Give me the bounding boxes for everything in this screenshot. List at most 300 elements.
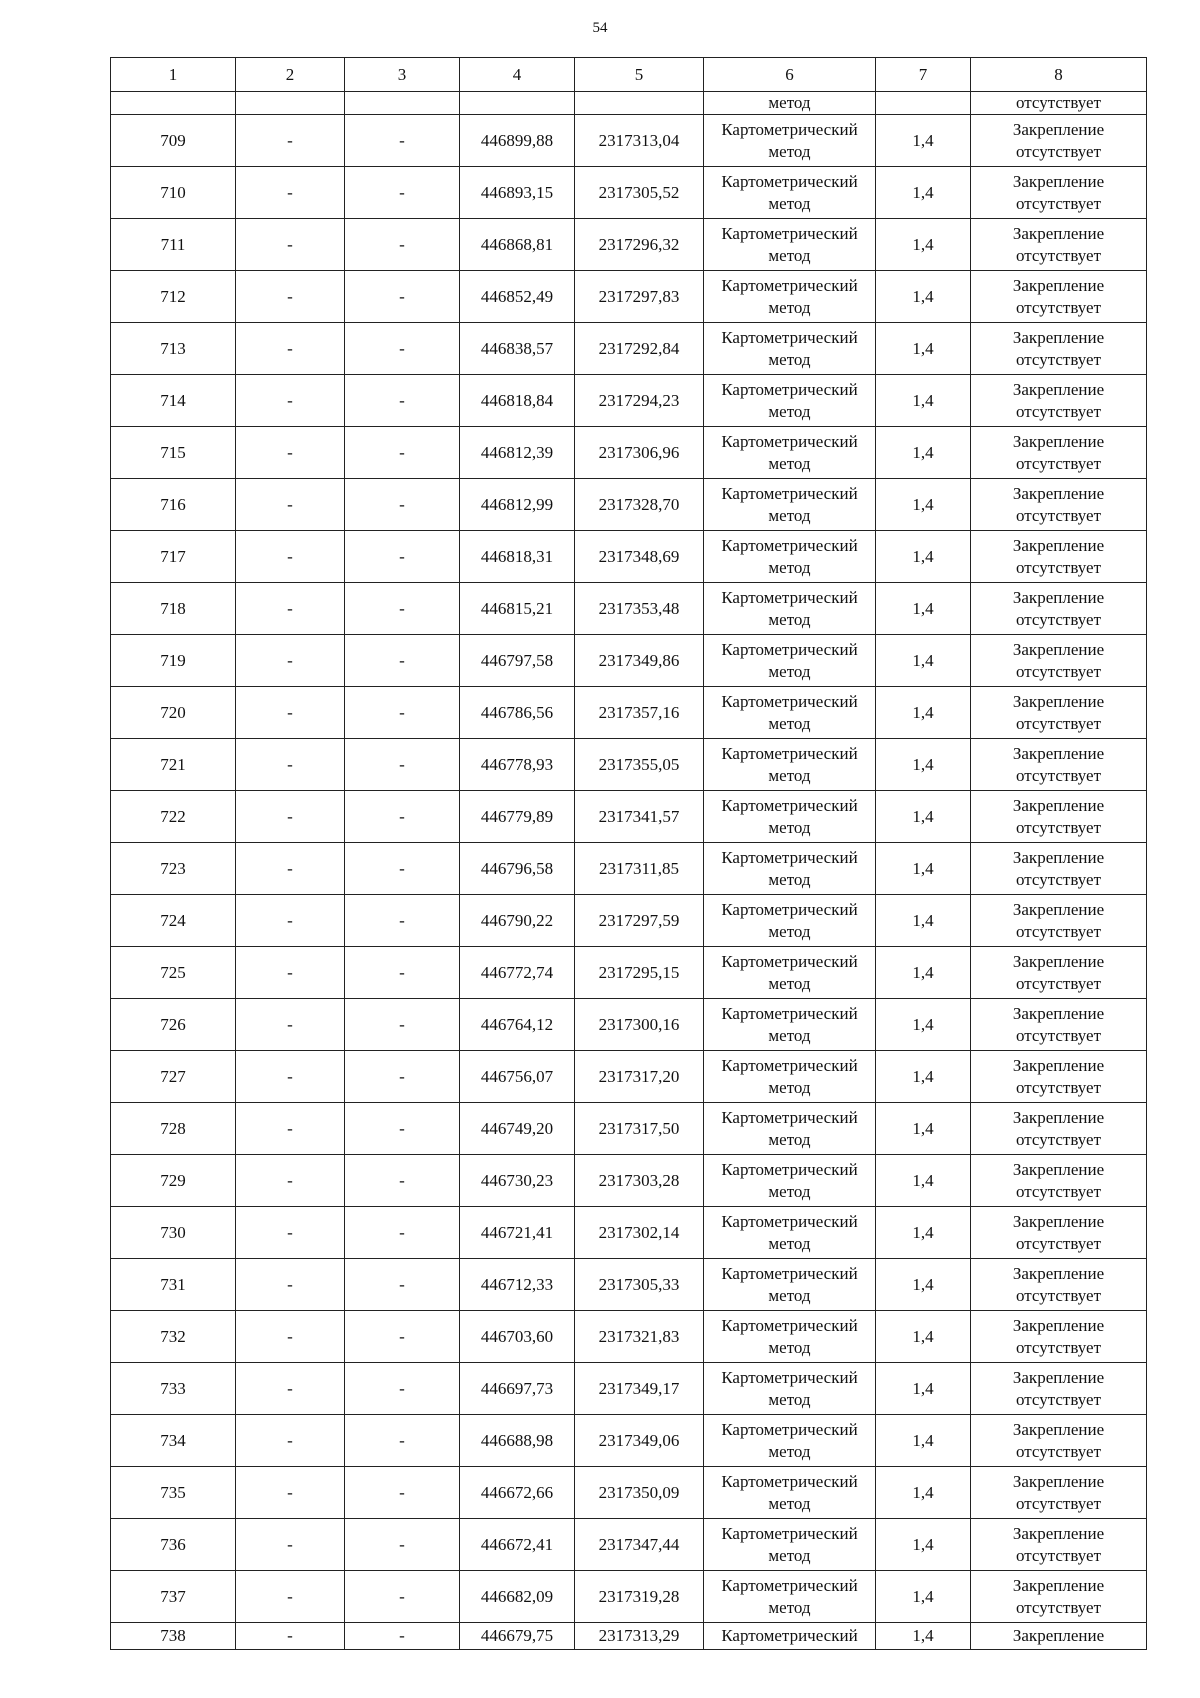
column-header: 4: [460, 58, 575, 92]
coord-x: 446697,73: [460, 1363, 575, 1415]
fix-line: отсутствует: [1015, 1337, 1102, 1357]
cell-3: -: [345, 583, 460, 635]
cell-2: -: [236, 1207, 345, 1259]
cell-2: -: [236, 1051, 345, 1103]
method-line: метод: [768, 297, 811, 317]
point-number: 729: [111, 1155, 236, 1207]
table-row: [111, 999, 1147, 1051]
method-line: метод: [768, 401, 811, 421]
fix-line: отсутствует: [1015, 557, 1102, 577]
fix-line: Закрепление: [1012, 379, 1105, 399]
method-line: метод: [768, 973, 811, 993]
cell-2: -: [236, 1103, 345, 1155]
coordinates-table: [110, 57, 1147, 1650]
fix-cell: Закрепление: [971, 1623, 1147, 1650]
accuracy-cell: 1,4: [876, 271, 971, 323]
point-number: 709: [111, 115, 236, 167]
coord-y: 2317305,52: [575, 167, 704, 219]
method-cell: [704, 531, 876, 583]
fix-cell: [971, 1363, 1147, 1415]
continuation-row: [111, 92, 1147, 115]
accuracy-cell: 1,4: [876, 791, 971, 843]
fix-line: отсутствует: [1015, 193, 1102, 213]
coord-x: 446730,23: [460, 1155, 575, 1207]
coord-x: 446672,41: [460, 1519, 575, 1571]
fix-line: отсутствует: [1015, 609, 1102, 629]
method-cell: [704, 1519, 876, 1571]
fix-line: Закрепление: [1012, 1263, 1105, 1283]
fix-line: отсутствует: [1015, 973, 1102, 993]
column-header: 5: [575, 58, 704, 92]
cell-2: -: [236, 739, 345, 791]
fix-cell: [971, 895, 1147, 947]
method-line: метод: [768, 1129, 811, 1149]
cell-3: -: [345, 791, 460, 843]
coord-y: 2317321,83: [575, 1311, 704, 1363]
cell-3: -: [345, 219, 460, 271]
accuracy-cell: 1,4: [876, 1623, 971, 1650]
fix-cell: [971, 1311, 1147, 1363]
fix-line: Закрепление: [1012, 691, 1105, 711]
coord-y: 2317313,29: [575, 1623, 704, 1650]
fix-line: отсутствует: [1015, 245, 1102, 265]
method-cell: [704, 271, 876, 323]
cell-3: -: [345, 271, 460, 323]
coord-y: 2317347,44: [575, 1519, 704, 1571]
fix-line: Закрепление: [1012, 431, 1105, 451]
cell-2: -: [236, 1519, 345, 1571]
accuracy-cell: 1,4: [876, 479, 971, 531]
coord-y: 2317313,04: [575, 115, 704, 167]
method-cell: [704, 999, 876, 1051]
method-cell: [704, 635, 876, 687]
coord-x: 446778,93: [460, 739, 575, 791]
cell-3: -: [345, 1467, 460, 1519]
accuracy-cell: 1,4: [876, 531, 971, 583]
table-row: [111, 687, 1147, 739]
coord-x: 446721,41: [460, 1207, 575, 1259]
coord-y: 2317295,15: [575, 947, 704, 999]
coord-y: 2317296,32: [575, 219, 704, 271]
accuracy-cell: 1,4: [876, 1051, 971, 1103]
cell-2: -: [236, 947, 345, 999]
method-line: метод: [768, 1545, 811, 1565]
method-line: Картометрический: [721, 639, 858, 659]
table-row: [111, 1415, 1147, 1467]
cell-2: -: [236, 1623, 345, 1650]
cell-3: -: [345, 1259, 460, 1311]
coord-x: 446756,07: [460, 1051, 575, 1103]
accuracy-cell: 1,4: [876, 635, 971, 687]
cell-3: -: [345, 1155, 460, 1207]
point-number: 732: [111, 1311, 236, 1363]
point-number: 737: [111, 1571, 236, 1623]
fix-cell: [971, 1571, 1147, 1623]
point-number: 717: [111, 531, 236, 583]
coord-x: 446679,75: [460, 1623, 575, 1650]
fix-line: отсутствует: [1015, 1181, 1102, 1201]
method-cell: [704, 375, 876, 427]
point-number: 721: [111, 739, 236, 791]
fix-cell: отсутствует: [971, 92, 1147, 115]
fix-cell: [971, 1467, 1147, 1519]
cell-3: -: [345, 843, 460, 895]
cell-2: -: [236, 1259, 345, 1311]
cell-3: -: [345, 1623, 460, 1650]
cell-2: -: [236, 115, 345, 167]
accuracy-cell: 1,4: [876, 427, 971, 479]
fix-cell: [971, 1415, 1147, 1467]
cell-3: -: [345, 375, 460, 427]
method-line: Картометрический: [721, 1419, 858, 1439]
coord-y: 2317355,05: [575, 739, 704, 791]
method-cell: [704, 947, 876, 999]
coord-x: 446688,98: [460, 1415, 575, 1467]
cell-3: -: [345, 1519, 460, 1571]
coord-x: 446812,99: [460, 479, 575, 531]
point-number: 735: [111, 1467, 236, 1519]
coord-x: 446703,60: [460, 1311, 575, 1363]
point-number: 715: [111, 427, 236, 479]
accuracy-cell: 1,4: [876, 167, 971, 219]
table-row: [111, 947, 1147, 999]
point-number: 723: [111, 843, 236, 895]
coord-y: 2317305,33: [575, 1259, 704, 1311]
fix-line: отсутствует: [1015, 401, 1102, 421]
coord-x: 446682,09: [460, 1571, 575, 1623]
fix-line: Закрепление: [1012, 1419, 1105, 1439]
table-body-last: [111, 1623, 1147, 1650]
coord-x: 446893,15: [460, 167, 575, 219]
coord-y: 2317294,23: [575, 375, 704, 427]
cell-3: -: [345, 635, 460, 687]
point-number: 730: [111, 1207, 236, 1259]
method-line: метод: [768, 713, 811, 733]
coord-y: 2317349,06: [575, 1415, 704, 1467]
table-row: [111, 1311, 1147, 1363]
table-row: [111, 323, 1147, 375]
fix-line: отсутствует: [1015, 505, 1102, 525]
accuracy-cell: 1,4: [876, 1311, 971, 1363]
column-header: 7: [876, 58, 971, 92]
table-row: [111, 115, 1147, 167]
method-line: метод: [768, 1025, 811, 1045]
cell-3: -: [345, 531, 460, 583]
method-cell: [704, 1363, 876, 1415]
cell-3: -: [345, 947, 460, 999]
column-header: 8: [971, 58, 1147, 92]
method-cell: [704, 1571, 876, 1623]
coord-y: 2317300,16: [575, 999, 704, 1051]
point-number: 716: [111, 479, 236, 531]
table-row: [111, 271, 1147, 323]
table-header: [111, 58, 1147, 92]
cell-2: -: [236, 427, 345, 479]
coord-y: 2317349,86: [575, 635, 704, 687]
accuracy-cell: 1,4: [876, 219, 971, 271]
coord-x: 446764,12: [460, 999, 575, 1051]
point-number: 731: [111, 1259, 236, 1311]
cell-3: -: [345, 1051, 460, 1103]
coord-x: 446772,74: [460, 947, 575, 999]
point-number: 722: [111, 791, 236, 843]
table-row: [111, 1623, 1147, 1650]
coord-y: 2317317,50: [575, 1103, 704, 1155]
cell-2: -: [236, 271, 345, 323]
cell-2: -: [236, 323, 345, 375]
coord-x: 446818,31: [460, 531, 575, 583]
fix-line: Закрепление: [1012, 1055, 1105, 1075]
method-line: метод: [768, 921, 811, 941]
table-row: [111, 219, 1147, 271]
method-line: Картометрический: [721, 1107, 858, 1127]
table-row: [111, 635, 1147, 687]
point-number: 726: [111, 999, 236, 1051]
accuracy-cell: 1,4: [876, 375, 971, 427]
fix-line: отсутствует: [1015, 921, 1102, 941]
accuracy-cell: 1,4: [876, 1519, 971, 1571]
coord-x: 446812,39: [460, 427, 575, 479]
fix-line: Закрепление: [1012, 1523, 1105, 1543]
point-number: 734: [111, 1415, 236, 1467]
accuracy-cell: 1,4: [876, 115, 971, 167]
fix-cell: [971, 947, 1147, 999]
cell-2: -: [236, 479, 345, 531]
cell-3: -: [345, 1571, 460, 1623]
accuracy-cell: 1,4: [876, 1571, 971, 1623]
method-line: Картометрический: [721, 1471, 858, 1491]
fix-line: Закрепление: [1012, 1315, 1105, 1335]
method-line: метод: [768, 765, 811, 785]
fix-cell: [971, 999, 1147, 1051]
coord-x: 446868,81: [460, 219, 575, 271]
cell-3: -: [345, 999, 460, 1051]
fix-cell: [971, 427, 1147, 479]
point-number: 724: [111, 895, 236, 947]
method-cell: Картометрический: [704, 1623, 876, 1650]
coord-x: 446852,49: [460, 271, 575, 323]
cell-3: -: [345, 323, 460, 375]
column-header: 2: [236, 58, 345, 92]
method-cell: [704, 219, 876, 271]
cell-3: -: [345, 1207, 460, 1259]
fix-line: Закрепление: [1012, 1107, 1105, 1127]
cell-2: -: [236, 999, 345, 1051]
cell-3: -: [345, 479, 460, 531]
fix-line: Закрепление: [1012, 639, 1105, 659]
fix-line: Закрепление: [1012, 1575, 1105, 1595]
point-number: 727: [111, 1051, 236, 1103]
method-cell: [704, 895, 876, 947]
table-row: [111, 895, 1147, 947]
fix-cell: [971, 1259, 1147, 1311]
method-line: метод: [768, 141, 811, 161]
fix-line: Закрепление: [1012, 535, 1105, 555]
method-line: метод: [768, 245, 811, 265]
cell-2: -: [236, 167, 345, 219]
coord-y: 2317350,09: [575, 1467, 704, 1519]
cell-2: -: [236, 895, 345, 947]
method-line: Картометрический: [721, 1575, 858, 1595]
method-line: Картометрический: [721, 1003, 858, 1023]
table-row: [111, 479, 1147, 531]
point-number: 714: [111, 375, 236, 427]
method-line: метод: [768, 349, 811, 369]
fix-line: отсутствует: [1015, 817, 1102, 837]
point-number: 728: [111, 1103, 236, 1155]
fix-line: отсутствует: [1015, 765, 1102, 785]
fix-line: Закрепление: [1012, 847, 1105, 867]
cell-2: -: [236, 635, 345, 687]
method-line: Картометрический: [721, 951, 858, 971]
fix-cell: [971, 843, 1147, 895]
fix-line: Закрепление: [1012, 483, 1105, 503]
method-line: Картометрический: [721, 327, 858, 347]
fix-line: отсутствует: [1015, 869, 1102, 889]
fix-line: отсутствует: [1015, 1285, 1102, 1305]
coord-y: 2317297,83: [575, 271, 704, 323]
fix-line: Закрепление: [1012, 119, 1105, 139]
column-header: 6: [704, 58, 876, 92]
fix-line: Закрепление: [1012, 1471, 1105, 1491]
fix-line: Закрепление: [1012, 171, 1105, 191]
table-row: [111, 1363, 1147, 1415]
method-line: Картометрический: [721, 847, 858, 867]
cell-2: -: [236, 687, 345, 739]
fix-cell: [971, 635, 1147, 687]
method-cell: [704, 1103, 876, 1155]
coord-x: 446672,66: [460, 1467, 575, 1519]
table-row: [111, 1207, 1147, 1259]
fix-line: отсутствует: [1015, 1077, 1102, 1097]
method-line: Картометрический: [721, 223, 858, 243]
fix-line: Закрепление: [1012, 899, 1105, 919]
table-row: [111, 1571, 1147, 1623]
method-line: метод: [768, 1233, 811, 1253]
fix-line: отсутствует: [1015, 1025, 1102, 1045]
method-line: Картометрический: [721, 1523, 858, 1543]
method-cell: [704, 583, 876, 635]
cell-3: -: [345, 115, 460, 167]
method-line: Картометрический: [721, 1263, 858, 1283]
table-row: [111, 167, 1147, 219]
method-line: Картометрический: [721, 1367, 858, 1387]
fix-cell: [971, 115, 1147, 167]
method-line: Картометрический: [721, 1159, 858, 1179]
fix-line: отсутствует: [1015, 1129, 1102, 1149]
cell-2: -: [236, 375, 345, 427]
accuracy-cell: 1,4: [876, 947, 971, 999]
fix-cell: [971, 219, 1147, 271]
coord-y: 2317302,14: [575, 1207, 704, 1259]
fix-cell: [971, 1155, 1147, 1207]
method-cell: [704, 1311, 876, 1363]
method-cell: [704, 115, 876, 167]
cell-3: -: [345, 1415, 460, 1467]
method-line: метод: [768, 453, 811, 473]
method-line: метод: [768, 661, 811, 681]
fix-cell: [971, 1519, 1147, 1571]
coord-y: 2317328,70: [575, 479, 704, 531]
table-body: [111, 92, 1147, 1623]
accuracy-cell: 1,4: [876, 1363, 971, 1415]
fix-cell: [971, 739, 1147, 791]
method-cell: [704, 479, 876, 531]
method-line: Картометрический: [721, 899, 858, 919]
fix-line: Закрепление: [1012, 223, 1105, 243]
method-cell: [704, 1415, 876, 1467]
fix-cell: [971, 271, 1147, 323]
fix-cell: [971, 1103, 1147, 1155]
method-line: метод: [768, 557, 811, 577]
cell-3: -: [345, 1311, 460, 1363]
accuracy-cell: 1,4: [876, 323, 971, 375]
coord-x: 446818,84: [460, 375, 575, 427]
accuracy-cell: 1,4: [876, 843, 971, 895]
point-number: 720: [111, 687, 236, 739]
accuracy-cell: 1,4: [876, 1467, 971, 1519]
coord-y: 2317306,96: [575, 427, 704, 479]
point-number: 725: [111, 947, 236, 999]
accuracy-cell: 1,4: [876, 1155, 971, 1207]
cell-2: -: [236, 791, 345, 843]
fix-cell: [971, 375, 1147, 427]
table-row: [111, 739, 1147, 791]
method-cell: [704, 1259, 876, 1311]
fix-line: отсутствует: [1015, 1597, 1102, 1617]
coord-y: 2317341,57: [575, 791, 704, 843]
coord-y: 2317349,17: [575, 1363, 704, 1415]
method-cell: [704, 1051, 876, 1103]
table-row: [111, 1467, 1147, 1519]
method-cell: [704, 427, 876, 479]
accuracy-cell: 1,4: [876, 1103, 971, 1155]
method-line: Картометрический: [721, 1055, 858, 1075]
method-cell: [704, 739, 876, 791]
coord-x: 446796,58: [460, 843, 575, 895]
method-line: Картометрический: [721, 1315, 858, 1335]
fix-cell: [971, 1207, 1147, 1259]
fix-line: отсутствует: [1015, 1493, 1102, 1513]
fix-cell: [971, 583, 1147, 635]
cell-3: -: [345, 1363, 460, 1415]
fix-line: отсутствует: [1015, 1545, 1102, 1565]
method-line: Картометрический: [721, 743, 858, 763]
fix-line: отсутствует: [1015, 713, 1102, 733]
fix-line: Закрепление: [1012, 1159, 1105, 1179]
column-header: 3: [345, 58, 460, 92]
cell-2: -: [236, 1311, 345, 1363]
point-number: 712: [111, 271, 236, 323]
table-row: [111, 583, 1147, 635]
fix-cell: [971, 791, 1147, 843]
method-line: Картометрический: [721, 535, 858, 555]
coord-y: 2317303,28: [575, 1155, 704, 1207]
fix-line: отсутствует: [1015, 1389, 1102, 1409]
fix-line: Закрепление: [1012, 1367, 1105, 1387]
cell-2: -: [236, 1467, 345, 1519]
column-header: 1: [111, 58, 236, 92]
coord-x: 446712,33: [460, 1259, 575, 1311]
fix-line: отсутствует: [1015, 297, 1102, 317]
cell-2: -: [236, 1363, 345, 1415]
cell-3: -: [345, 167, 460, 219]
fix-line: отсутствует: [1015, 141, 1102, 161]
fix-line: отсутствует: [1015, 453, 1102, 473]
accuracy-cell: 1,4: [876, 1415, 971, 1467]
coord-x: 446749,20: [460, 1103, 575, 1155]
method-line: метод: [768, 1493, 811, 1513]
